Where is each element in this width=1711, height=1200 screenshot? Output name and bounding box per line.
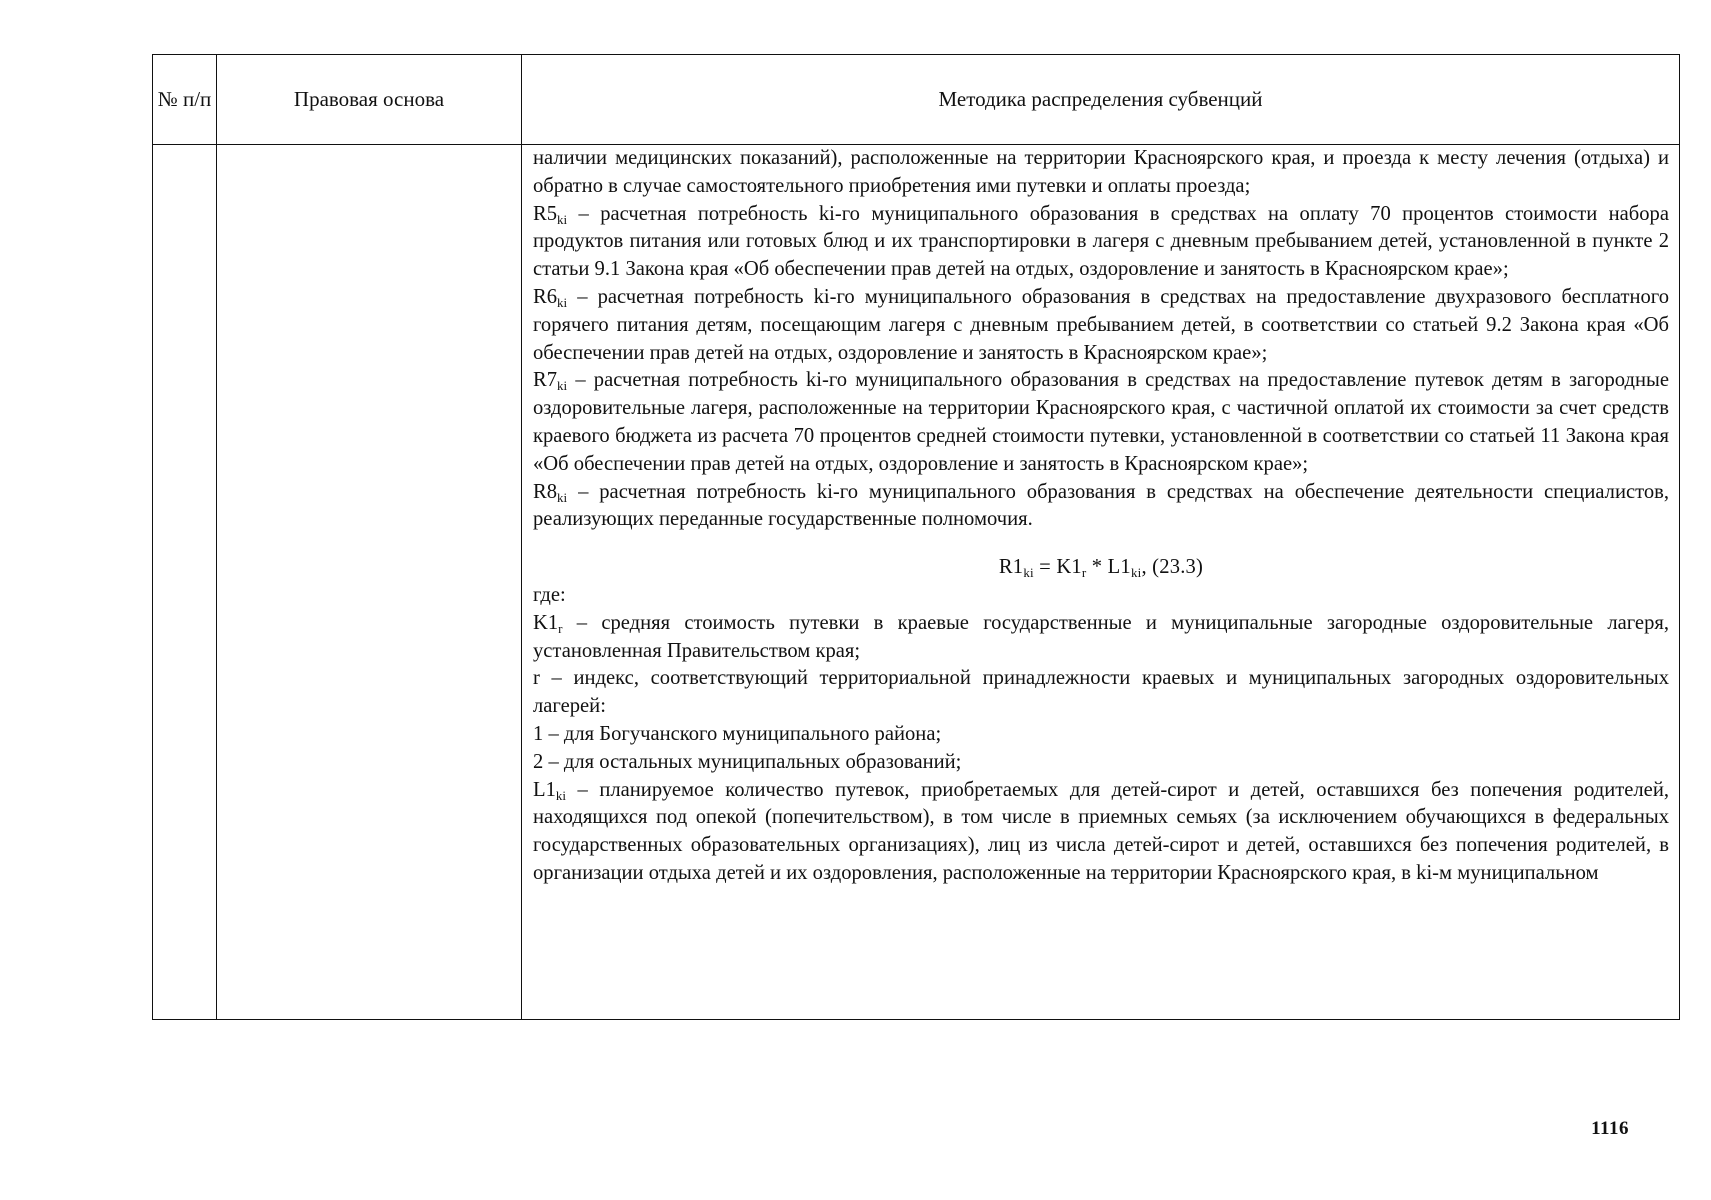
- definition-l1: $L1_{ki}$ – планируемое количество путевок, приобретаемых для детей-сирот и детей, оставшихся без попечения родителей, находящихся под опекой (попечительством), в том числе в приемных семьях (за исключением обучающихся в федеральных государственных образовательных организациях), лиц из числа детей-сирот и детей, оставшихся без попечения родителей, в организации отдыха детей и их оздоровления, расположенные на территории Красноярского края, в ki-м муниципальном: [533, 778, 1669, 884]
- header-methodology: Методика распределения субвенций: [522, 55, 1680, 145]
- paragraph-r7: $R7_{ki}$ – расчетная потребность ki-го муниципального образования в средствах на предоставление путевок детям в загородные оздоровительные лагеря, расположенные на территории Красноярского края, с частичной оплатой их стоимости за счет средств краевого бюджета из расчета 70 процентов средней стоимости путевки, установленной в соответствии со статьей 11 Закона края «Об обеспечении прав детей на отдых, оздоровление и занятость в Красноярском крае»;: [533, 369, 1669, 475]
- table-header-row: [153, 55, 1680, 145]
- definition-index-2: 2 – для остальных муниципальных образований;: [533, 750, 962, 773]
- header-legal-basis: Правовая основа: [217, 55, 522, 145]
- header-number: № п/п: [153, 55, 217, 145]
- definition-index-1: 1 – для Богучанского муниципального района;: [533, 722, 942, 745]
- subvention-table: [152, 54, 1680, 1020]
- paragraph-r8: $R8_{ki}$ – расчетная потребность ki-го муниципального образования в средствах на обеспечение деятельности специалистов, реализующих переданные государственные полномочия.: [533, 480, 1669, 531]
- where-label: где:: [533, 583, 566, 606]
- table-row: [153, 145, 1680, 1020]
- formula-23-3: $R1_{ki} = K1_r * L1_{ki}$, (23.3): [998, 556, 1204, 581]
- definition-k1: $K1_r$ – средняя стоимость путевки в краевые государственные и муниципальные загородные оздоровительные лагеря, установленная Правительством края;: [533, 611, 1669, 662]
- paragraph-intro: наличии медицинских показаний), расположенные на территории Красноярского края, и проезда к месту лечения (отдыха) и обратно в случае самостоятельного приобретения ими путевки и оплаты проезда;: [533, 147, 1669, 197]
- cell-legal-basis: [217, 145, 522, 1020]
- cell-number: [153, 145, 217, 1020]
- cell-methodology: [522, 145, 1680, 1020]
- definition-r-index: r – индекс, соответствующий территориальной принадлежности краевых и муниципальных загородных оздоровительных лагерей:: [533, 667, 1669, 718]
- paragraph-r6: $R6_{ki}$ – расчетная потребность ki-го муниципального образования в средствах на предоставление двухразового бесплатного горячего питания детям, посещающим лагеря с дневным пребыванием детей, в соответствии со статьей 9.2 Закона края «Об обеспечении прав детей на отдых, оздоровление и занятость в Красноярском крае»;: [533, 285, 1669, 364]
- paragraph-r5: $R5_{ki}$ – расчетная потребность ki-го муниципального образования в средствах на оплату 70 процентов стоимости набора продуктов питания или готовых блюд и их транспортировки в лагеря с дневным пребыванием детей, установленной в пункте 2 статьи 9.1 Закона края «Об обеспечении прав детей на отдых, оздоровление и занятость в Красноярском крае»;: [533, 202, 1669, 281]
- page-number: 1116: [1591, 1118, 1629, 1139]
